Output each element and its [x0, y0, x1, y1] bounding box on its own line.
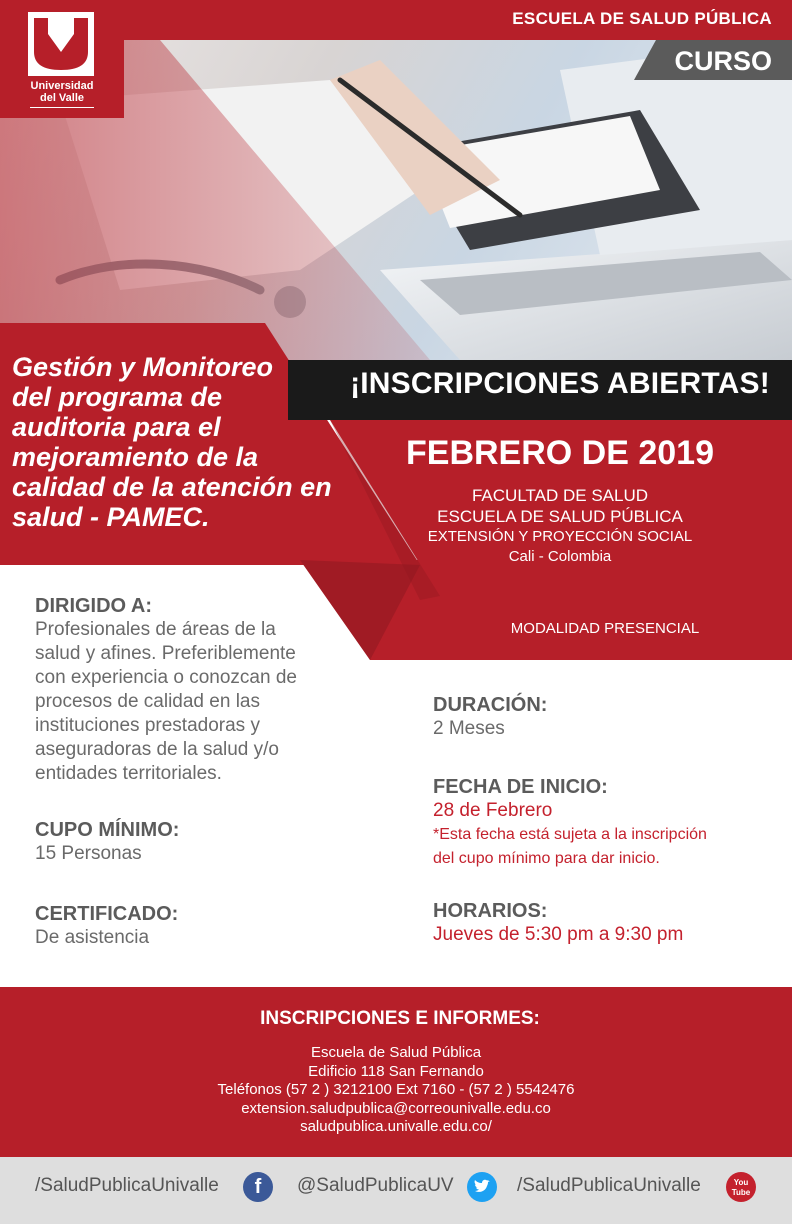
audience-line: con experiencia o conozcan de: [35, 667, 297, 688]
course-badge-label: CURSO: [674, 46, 772, 76]
certificate-value: De asistencia: [35, 927, 150, 948]
course-title-line: salud - PAMEC.: [12, 502, 210, 532]
youtube-icon[interactable]: You Tube: [726, 1172, 756, 1202]
contact-website-link[interactable]: saludpublica.univalle.edu.co/: [300, 1118, 492, 1135]
start-date-note: *Esta fecha está sujeta a la inscripción: [433, 826, 707, 843]
start-date-section: [433, 775, 773, 871]
schedule-value: Jueves de 5:30 pm a 9:30 pm: [433, 924, 684, 945]
course-title-line: Gestión y Monitoreo: [12, 352, 274, 382]
contact-email-link[interactable]: extension.saludpublica@correounivalle.edu.co: [241, 1099, 551, 1117]
audience-line: entidades territoriales.: [35, 763, 222, 784]
facebook-icon[interactable]: f: [243, 1172, 273, 1202]
registration-banner-text: ¡INSCRIPCIONES ABIERTAS!: [350, 367, 770, 400]
audience-line: aseguradoras de la salud y/o: [35, 739, 279, 760]
contact-phone[interactable]: Teléfonos (57 2 ) 3212100 Ext 7160 - (57 2 ) 5542476: [217, 1081, 575, 1098]
twitter-bird-glyph: [467, 1172, 497, 1202]
start-date-note: del cupo mínimo para dar inicio.: [433, 850, 660, 867]
audience-section: [35, 594, 355, 786]
audience-line: salud y afines. Preferiblemente: [35, 643, 296, 664]
audience-line: instituciones prestadoras y: [35, 715, 260, 736]
duration-value: 2 Meses: [433, 718, 505, 739]
event-date: FEBRERO DE 2019: [406, 434, 714, 472]
quota-value: 15 Personas: [35, 843, 142, 864]
facebook-handle[interactable]: /SaludPublicaUnivalle: [35, 1175, 219, 1196]
event-date-block: [360, 434, 760, 567]
quota-heading: CUPO MÍNIMO:: [35, 819, 180, 841]
schedule-heading: HORARIOS:: [433, 900, 548, 922]
youtube-handle[interactable]: /SaludPublicaUnivalle: [517, 1175, 701, 1196]
audience-line: procesos de calidad en las: [35, 691, 260, 712]
schedule-section: [433, 899, 773, 947]
audience-line: Profesionales de áreas de la: [35, 619, 276, 640]
contact-heading: INSCRIPCIONES E INFORMES:: [260, 1008, 540, 1029]
faculty-name: FACULTAD DE SALUD: [471, 486, 649, 505]
course-title-line: auditoria para el: [12, 412, 221, 442]
duration-heading: DURACIÓN:: [433, 694, 548, 716]
certificate-heading: CERTIFICADO:: [35, 903, 179, 925]
course-title: [12, 352, 372, 532]
course-title-line: calidad de la atención en: [12, 472, 332, 502]
contact-line: Edificio 118 San Fernando: [308, 1062, 484, 1080]
event-city: Cali - Colombia: [508, 548, 612, 565]
start-date-heading: FECHA DE INICIO:: [433, 776, 608, 798]
school-name: ESCUELA DE SALUD PÚBLICA: [512, 9, 772, 28]
certificate-section: [35, 902, 355, 950]
logo-line-1: Universidad: [30, 80, 94, 92]
quota-section: [35, 818, 355, 866]
contact-line: Escuela de Salud Pública: [310, 1044, 482, 1061]
twitter-icon[interactable]: [467, 1172, 497, 1202]
course-title-line: mejoramiento de la: [12, 442, 259, 472]
contact-details: [0, 1044, 792, 1137]
extension-unit: EXTENSIÓN Y PROYECCIÓN SOCIAL: [427, 528, 693, 545]
start-date-value: 28 de Febrero: [433, 800, 553, 821]
modality-label: MODALIDAD PRESENCIAL: [510, 620, 700, 637]
duration-section: [433, 693, 773, 741]
course-title-line: del programa de: [12, 382, 223, 412]
logo-line-2: del Valle: [39, 92, 85, 104]
twitter-handle[interactable]: @SaludPublicaUV: [297, 1175, 454, 1196]
audience-heading: DIRIGIDO A:: [35, 595, 153, 617]
school-name-secondary: ESCUELA DE SALUD PÚBLICA: [437, 507, 683, 526]
